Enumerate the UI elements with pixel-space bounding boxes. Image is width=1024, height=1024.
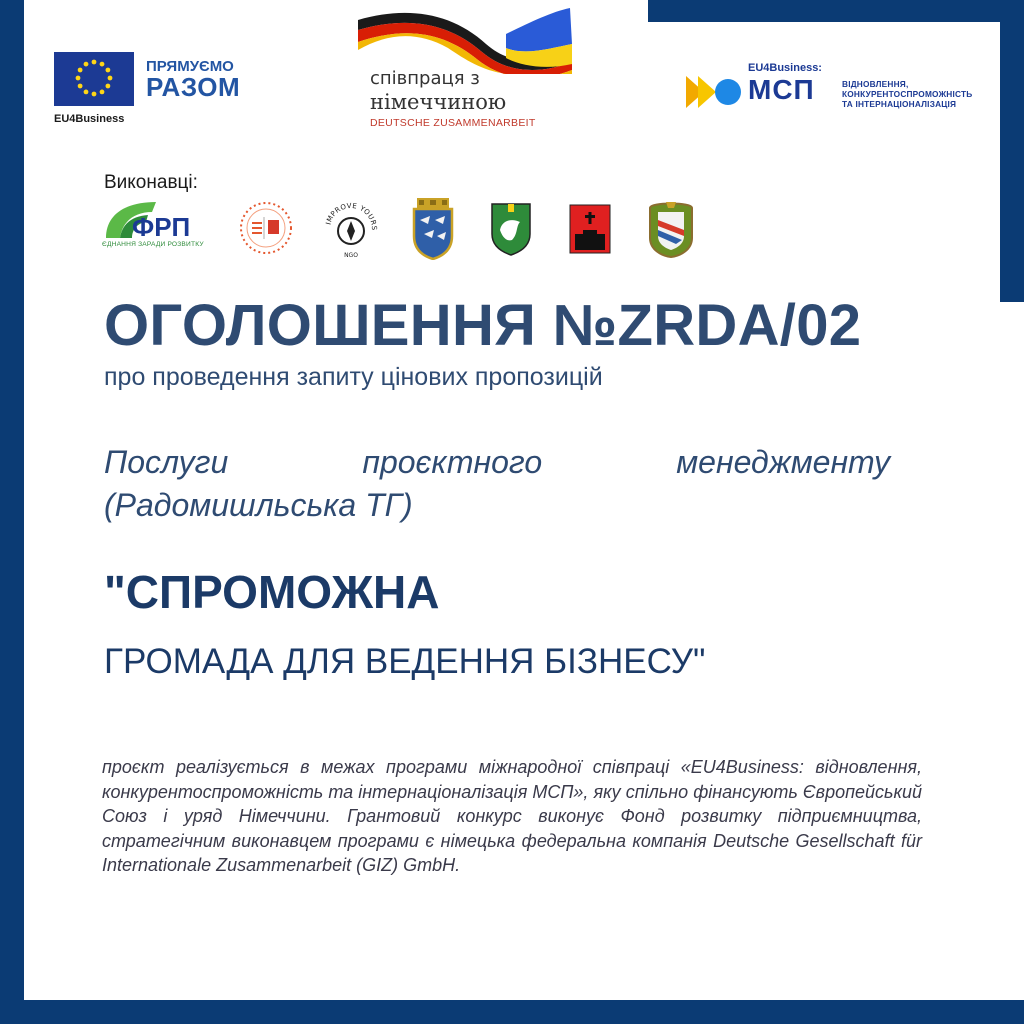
improve-arc-text: IMPROVE YOURS: [324, 201, 379, 231]
frp-tagline: ЄДНАННЯ ЗАРАДИ РОЗВИТКУ: [102, 241, 204, 248]
coat-of-arms-oblast-icon: [646, 198, 696, 258]
improve-ngo-text: NGO: [344, 252, 358, 259]
coat-of-arms-green-icon: [490, 202, 532, 256]
announcement-title: ОГОЛОШЕННЯ №ZRDA/02: [104, 293, 862, 358]
frp-logo-icon: [102, 200, 214, 254]
announcement-subtitle: про проведення запиту цінових пропозицій: [104, 363, 603, 391]
frame-left-bar: [0, 0, 24, 1024]
msp-arrows-icon: [686, 72, 744, 112]
msp-desc-line2: КОНКУРЕНТОСПРОМОЖНІСТЬ: [842, 89, 973, 99]
coat-of-arms-red-icon: [569, 204, 611, 254]
msp-logo-big: МСП: [748, 74, 815, 105]
msp-desc-line1: ВІДНОВЛЕННЯ,: [842, 79, 909, 89]
improve-yourself-ngo-icon: [320, 198, 382, 260]
project-description: проєкт реалізується в межах програми міжнародної співпраці «EU4Business: відновлення, конкурентоспроможність та інтернаціоналізація МСП», яку спільно фінансують Європейський Союз і уряд Німеччини. Грантовий конкурс виконує Фонд розвитку підприємництва, стратегічним виконавцем програми є німецька федеральна компанія Deutsche Gesellschaft für Internationale Zusammenarbeit (GIZ) GmbH.: [102, 757, 922, 876]
frp-name: ФРП: [132, 212, 191, 242]
msp-logo-description: [842, 79, 972, 109]
association-seal-icon: [238, 200, 294, 256]
frame-top-bar: [648, 0, 1024, 22]
eu-flag-icon: [54, 52, 134, 106]
eu4business-msp-logo: [686, 60, 996, 116]
de-ua-ribbon-icon: [356, 4, 576, 74]
coat-of-arms-birds-icon: [410, 198, 456, 260]
eu4business-logo: [54, 52, 254, 132]
german-logo-line1: співпраця з: [370, 68, 480, 89]
eu-logo-line1: ПРЯМУЄМО: [146, 58, 234, 75]
executors-label: Виконавці:: [104, 172, 198, 193]
eu-logo-caption: EU4Business: [54, 113, 125, 125]
msp-logo-small: EU4Business:: [748, 62, 822, 74]
slogan-line1: "СПРОМОЖНА: [104, 566, 440, 618]
frame-bottom-bar: [0, 1000, 1024, 1024]
service-description: Послуги проєктного менеджменту (Радомишльська ТГ): [104, 444, 890, 523]
german-logo-line2: німеччиною: [370, 90, 507, 114]
slogan-line2: ГРОМАДА ДЛЯ ВЕДЕННЯ БІЗНЕСУ": [104, 642, 706, 681]
frame-right-bar: [1000, 0, 1024, 302]
msp-desc-line3: ТА ІНТЕРНАЦІОНАЛІЗАЦІЯ: [842, 99, 957, 109]
eu-logo-line2: РАЗОМ: [146, 72, 241, 102]
german-logo-line3: DEUTSCHE ZUSAMMENARBEIT: [370, 117, 536, 129]
german-cooperation-logo: [356, 4, 576, 132]
